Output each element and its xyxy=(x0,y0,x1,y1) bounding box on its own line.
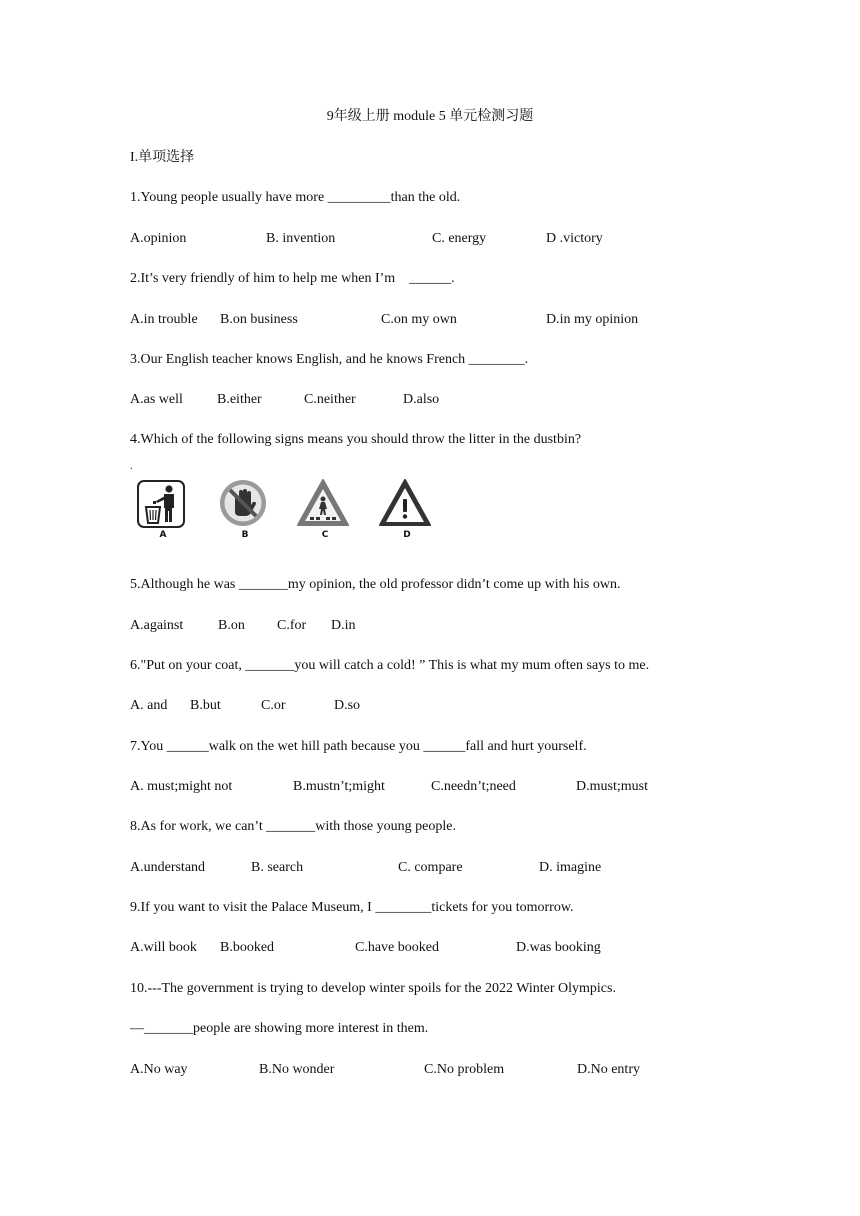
option-c: C. energy xyxy=(432,231,487,246)
option-c: C.have booked xyxy=(355,940,439,955)
option-c: C.needn’t;need xyxy=(431,779,516,794)
sign-label-d: D xyxy=(403,530,411,540)
option-b: B. invention xyxy=(266,231,336,246)
stray-dot: . xyxy=(130,461,133,472)
option-a: A.opinion xyxy=(130,231,187,246)
question-stem: 9.If you want to visit the Palace Museum, I ________tickets for you tomorrow. xyxy=(130,900,574,915)
option-b: B.on xyxy=(218,618,245,633)
question-stem: 10.---The government is trying to develop winter spoils for the 2022 Winter Olympics. xyxy=(130,981,616,996)
option-d: D.in xyxy=(331,618,356,633)
option-d: D.also xyxy=(403,392,440,407)
sign-d xyxy=(378,477,436,543)
section-heading: I.单项选择 xyxy=(130,150,195,165)
option-d: D.in my opinion xyxy=(546,312,639,327)
option-a: A.against xyxy=(130,618,184,633)
option-d: D.must;must xyxy=(576,779,648,794)
option-b: B.mustn’t;might xyxy=(293,779,385,794)
option-a: A.understand xyxy=(130,860,206,875)
option-c: C.or xyxy=(261,698,286,713)
option-d: D .victory xyxy=(546,231,603,246)
option-c: C.neither xyxy=(304,392,356,407)
option-a: A. must;might not xyxy=(130,779,233,794)
question-stem: 3.Our English teacher knows English, and he knows French ________. xyxy=(130,352,529,367)
no-entry-hand-icon xyxy=(216,477,274,529)
question-stem: 4.Which of the following signs means you should throw the litter in the dustbin? xyxy=(130,432,582,447)
sign-label-b: B xyxy=(241,530,249,540)
litter-bin-icon xyxy=(134,477,192,529)
pedestrian-crossing-icon xyxy=(296,477,354,529)
sign-a xyxy=(134,477,192,543)
option-c: C.on my own xyxy=(381,312,457,327)
option-b: B.No wonder xyxy=(259,1062,335,1077)
question-stem: 6."Put on your coat, _______you will catch a cold! ” This is what my mum often says to me. xyxy=(130,658,650,673)
question-stem: 2.It’s very friendly of him to help me when I’m ______. xyxy=(130,271,455,286)
option-b: B.either xyxy=(217,392,262,407)
sign-c xyxy=(296,477,354,543)
question-stem-reply: —_______people are showing more interest in them. xyxy=(130,1021,429,1036)
question-stem: 8.As for work, we can’t _______with those young people. xyxy=(130,819,456,834)
question-stem: 7.You ______walk on the wet hill path because you ______fall and hurt yourself. xyxy=(130,739,587,754)
page-title: 9年级上册 module 5 单元检测习题 xyxy=(326,109,534,124)
option-b: B. search xyxy=(251,860,304,875)
warning-exclamation-icon xyxy=(378,477,436,529)
option-b: B.but xyxy=(190,698,221,713)
option-d: D. imagine xyxy=(539,860,602,875)
option-a: A.in trouble xyxy=(130,312,198,327)
option-d: D.No entry xyxy=(577,1062,640,1077)
sign-options xyxy=(134,477,444,543)
option-a: A.as well xyxy=(130,392,183,407)
option-a: A.No way xyxy=(130,1062,188,1077)
sign-label-c: C xyxy=(321,530,329,540)
sign-b xyxy=(216,477,274,543)
option-b: B.on business xyxy=(220,312,298,327)
option-c: C. compare xyxy=(398,860,463,875)
option-a: A.will book xyxy=(130,940,197,955)
option-b: B.booked xyxy=(220,940,275,955)
sign-label-a: A xyxy=(159,530,167,540)
question-stem: 5.Although he was _______my opinion, the old professor didn’t come up with his own. xyxy=(130,577,621,592)
option-c: C.for xyxy=(277,618,307,633)
option-d: D.was booking xyxy=(516,940,601,955)
question-stem: 1.Young people usually have more _________than the old. xyxy=(130,190,461,205)
option-a: A. and xyxy=(130,698,168,713)
option-c: C.No problem xyxy=(424,1062,505,1077)
option-d: D.so xyxy=(334,698,361,713)
